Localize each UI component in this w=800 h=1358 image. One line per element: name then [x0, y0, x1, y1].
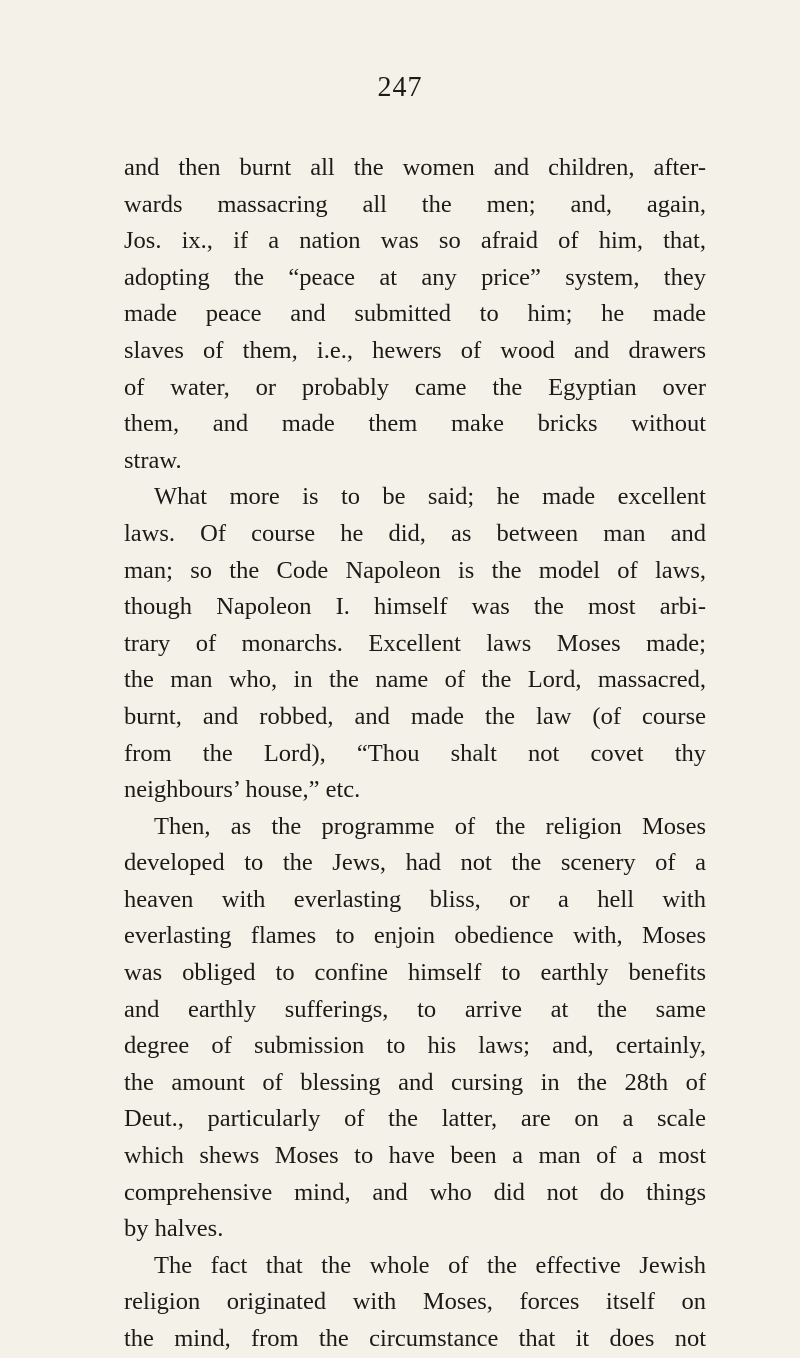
text-line: was obliged to confine himself to earthly benefits	[124, 959, 706, 987]
text-line: developed to the Jews, had not the scenery of a	[124, 849, 706, 877]
text-line: trary of monarchs. Excellent laws Moses made;	[124, 629, 706, 657]
text-line: straw.	[124, 446, 182, 474]
text-line: though Napoleon I. himself was the most arbi-	[124, 593, 706, 621]
paragraph-start-line: What more is to be said; he made excellent	[154, 483, 706, 511]
text-line: degree of submission to his laws; and, certainly,	[124, 1032, 706, 1060]
text-line: slaves of them, i.e., hewers of wood and drawers	[124, 336, 706, 364]
paragraph-start-line: Then, as the programme of the religion Moses	[154, 812, 706, 840]
text-line: wards massacring all the men; and, again,	[124, 190, 706, 218]
text-line: from the Lord), “Thou shalt not covet thy	[124, 739, 706, 767]
body-text	[124, 150, 706, 1358]
text-line: burnt, and robbed, and made the law (of course	[124, 702, 706, 730]
text-line: comprehensive mind, and who did not do things	[124, 1178, 706, 1206]
text-line: Deut., particularly of the latter, are on a scale	[124, 1105, 706, 1133]
text-line: heaven with everlasting bliss, or a hell with	[124, 885, 706, 913]
text-line: which shews Moses to have been a man of a most	[124, 1142, 706, 1170]
text-line: religion originated with Moses, forces itself on	[124, 1288, 706, 1316]
text-line: made peace and submitted to him; he made	[124, 300, 706, 328]
text-line: the mind, from the circumstance that it does not	[124, 1325, 706, 1352]
text-line: everlasting flames to enjoin obedience with, Moses	[124, 922, 706, 950]
text-line: Jos. ix., if a nation was so afraid of him, that,	[124, 227, 706, 255]
text-line: them, and made them make bricks without	[124, 410, 706, 438]
text-line: laws. Of course he did, as between man and	[124, 519, 706, 547]
text-line: by halves.	[124, 1215, 224, 1243]
paragraph-start-line: The fact that the whole of the effective Jewish	[154, 1251, 706, 1279]
text-line: of water, or probably came the Egyptian over	[124, 373, 706, 401]
text-line: man; so the Code Napoleon is the model of laws,	[124, 556, 706, 584]
text-line: adopting the “peace at any price” system, they	[124, 263, 706, 291]
text-line: the man who, in the name of the Lord, massacred,	[124, 666, 706, 694]
text-line: neighbours’ house,” etc.	[124, 776, 361, 804]
text-line: and earthly sufferings, to arrive at the same	[124, 995, 706, 1023]
page-number: 247	[377, 72, 423, 103]
text-line: the amount of blessing and cursing in the 28th of	[124, 1068, 706, 1096]
text-line: and then burnt all the women and children, after-	[124, 154, 706, 181]
